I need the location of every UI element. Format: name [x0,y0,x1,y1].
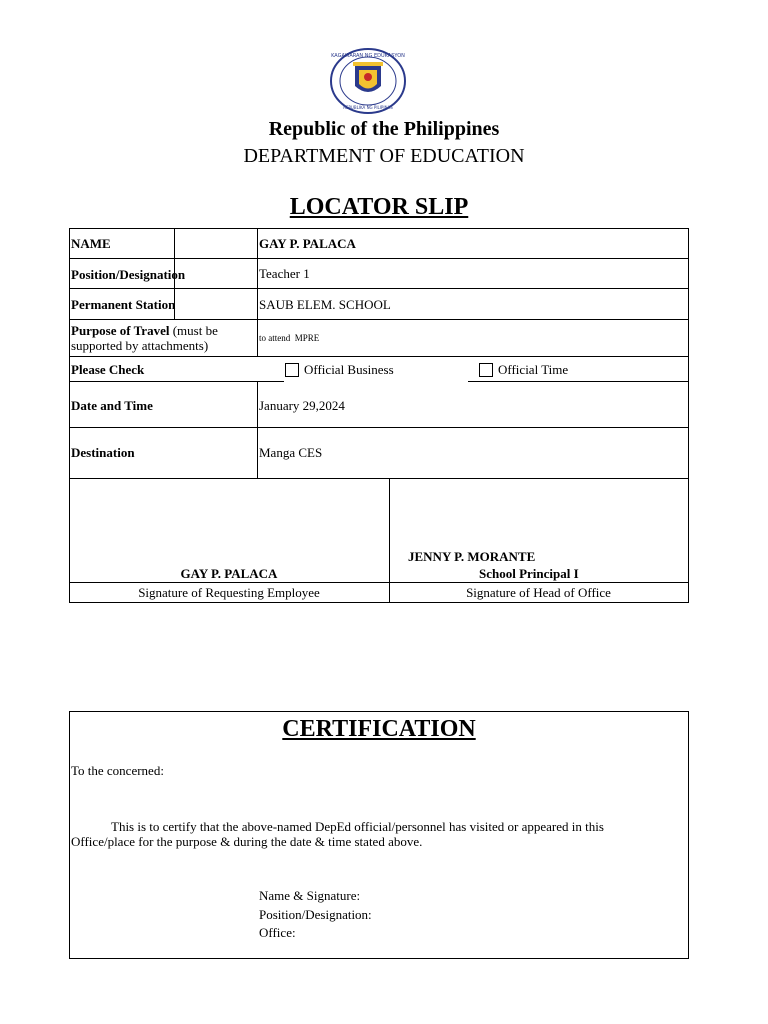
official-time-checkbox[interactable] [479,363,493,377]
name-value: GAY P. PALACA [259,236,356,251]
official-business-checkbox[interactable] [285,363,299,377]
row-divider [69,381,284,382]
name-signature-label: Name & Signature: [259,888,361,903]
station-label: Permanent Station [71,297,176,312]
destination-value: Manga CES [259,445,323,460]
seal-top-text: KAGAWARAN NG EDUKASYON [331,53,405,59]
certification-salutation: To the concerned: [71,763,164,778]
row-divider [69,356,688,357]
row-divider [69,319,688,320]
form-title: LOCATOR SLIP [289,194,469,220]
check-label: Please Check [71,362,145,377]
head-signature-caption: Signature of Head of Office [466,585,611,600]
head-title: School Principal I [479,566,579,581]
station-value: SAUB ELEM. SCHOOL [259,297,391,312]
head-name: JENNY P. MORANTE [408,549,536,564]
column-divider [257,381,258,478]
date-value: January 29,2024 [259,398,345,413]
department-heading: DEPARTMENT OF EDUCATION [243,145,525,167]
cert-position-label: Position/Designation: [259,907,372,922]
purpose-label-bold: Purpose of Travel [71,323,170,338]
official-time-label: Official Time [498,362,569,377]
position-label: Position/Designation [71,267,186,282]
cert-office-label: Office: [259,925,296,940]
row-divider [69,478,688,479]
seal-bottom-text: REPUBLIKA NG PILIPINAS [343,105,393,110]
certification-title: CERTIFICATION [282,716,476,742]
column-divider [257,228,258,356]
employee-name: GAY P. PALACA [180,566,278,581]
date-label: Date and Time [71,398,153,413]
certification-body-line2: Office/place for the purpose & during the date & time stated above. [71,834,423,849]
row-divider [468,381,688,382]
republic-heading: Republic of the Philippines [268,118,500,140]
position-value: Teacher 1 [259,266,310,281]
purpose-label-line2: supported by attachments) [71,338,209,353]
row-divider [69,427,688,428]
destination-label: Destination [71,445,135,460]
purpose-value: to attend MPRE [259,333,320,343]
deped-seal-logo [329,48,407,114]
purpose-label-rest: (must be [169,323,218,338]
purpose-label [71,323,256,353]
employee-signature-caption: Signature of Requesting Employee [138,585,320,600]
row-divider [69,288,688,289]
locator-table [69,228,689,603]
certification-body-line1: This is to certify that the above-named DepEd official/personnel has visited or appeared in this [111,819,604,834]
official-business-label: Official Business [304,362,394,377]
name-label: NAME [71,236,111,251]
row-divider [69,582,688,583]
row-divider [69,258,688,259]
